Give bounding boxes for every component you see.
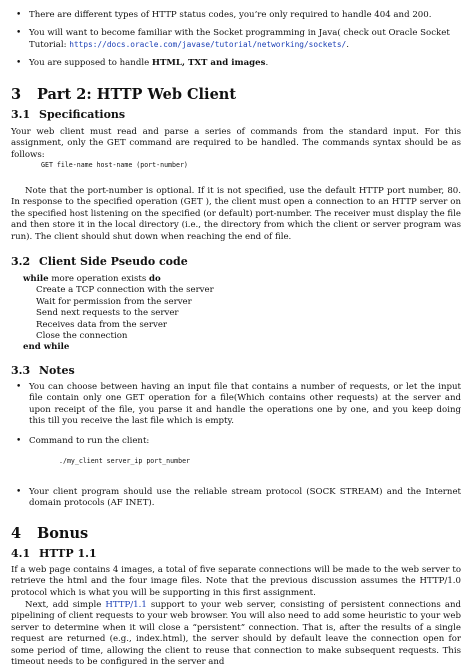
subsection-4-1-heading [11,547,461,561]
bold-formats: HTML, TXT and images [151,58,266,68]
keyword-do: do [148,274,161,284]
bullet-text: • Your client program should use the reliable stream protocol (SOCK STREAM) and the Internet domain protocols (AF INET). [29,487,461,509]
command-syntax-code: GET file-name host-name (port-number) [41,161,188,169]
subsection-number: 3.2 [11,255,31,268]
intro-bullet-status-codes [11,10,461,21]
section-number: 4 [11,525,22,542]
subsection-3-2-heading [11,255,461,269]
algo-line: Receives data from the server [36,319,168,330]
subsection-3-1-heading [11,108,461,122]
subsection-title: Notes [39,364,75,377]
while-condition: more operation exists [48,274,149,284]
subsection-title: Client Side Pseudo code [39,255,188,268]
intro-bullet-socket [11,28,461,52]
bonus-paragraph-1: If a web page contains 4 images, a total of five separate connections will be made to the web server to retrieve the html and the four image files. Note that the previous discussion assumes the HTTP/1.0 protocol which is what you will be supporting in this first assignment. [11,565,461,598]
keyword-while: while [23,274,49,284]
oracle-tutorial-link[interactable]: https://docs.oracle.com/javase/tutorial/networking/sockets/ [69,40,347,50]
specifications-paragraph: Your web client must read and parse a series of commands from the standard input. For this assignment, only the GET command are required to be handled. The commands syntax should be as follows: [11,127,461,160]
bullet-text: • You can choose between having an input file that contains a number of requests, or let the input file contain only one GET operation for a file(Which contains other requests) at the server and upon receipt of the file, you parse it and handle the operations one by one, and you keep doing this till you receive the last file which is empty. [29,382,461,427]
run-client-code: ./my_client server_ip port_number [59,457,191,465]
paragraph-text: Next, add simple [25,600,106,610]
section-4-heading [11,525,461,543]
section-3-heading [11,86,461,104]
port-number-paragraph: Note that the port-number is optional. If it is not specified, use the default HTTP port number, 80. In response to the specified operation (GET ), the client must open a connection to an HTTP server on the specified host listening on the specified (or default) port-number. The receiver must display the file and then store it in the local directory (i.e., the directory from which the client or server program was run). The client should shut down when reaching the end of file. [11,186,461,242]
algo-while-line [23,274,473,285]
subsection-title: HTTP 1.1 [39,547,97,560]
notes-bullet-command [11,436,461,447]
subsection-number: 3.3 [11,364,31,377]
algo-line: Wait for permission from the server [36,296,192,307]
section-title: Part 2: HTTP Web Client [37,86,237,103]
bullet-text: Command to run the client: [29,436,150,446]
algo-line: Send next requests to the server [36,308,179,319]
section-title: Bonus [37,525,89,542]
bullet-text: There are different types of HTTP status codes, you’re only required to handle 404 and 200. [29,10,432,20]
subsection-title: Specifications [39,108,126,121]
intro-bullet-formats [11,58,461,69]
period: . [346,40,349,51]
paragraph-text: support to your web server, consisting of persistent connections and pipelining of client requests to your web browser. You will also need to add some heuristic to your web server to determine when it will close a “persistent” connection. That is, after the results of a single request are returned (e.g., index.html), the server should by default leave the connection open for some period of time, allowing the client to reuse that connection to make subsequent requests. This timeout needs to be configured in the server and [11,600,461,668]
bullet-text: You are supposed to handle [29,58,152,68]
section-number: 3 [11,86,22,103]
bullet-text: You will want to become familiar with the Socket programming in Java( check out Oracle Socket Tutorial: [29,28,450,51]
notes-bullet-protocol [11,487,461,510]
subsection-number: 3.1 [11,108,31,121]
subsection-3-3-heading [11,364,461,378]
bonus-paragraph-2 [11,600,461,668]
period: . [265,58,269,68]
pseudo-code-block [11,274,473,354]
subsection-number: 4.1 [11,547,31,560]
keyword-end-while: end while [23,342,70,353]
http-1-1-link[interactable]: HTTP/1.1 [105,600,147,610]
algo-line: Close the connection [36,331,128,342]
notes-bullet-input-file [11,382,461,428]
algo-line: Create a TCP connection with the server [36,285,214,296]
